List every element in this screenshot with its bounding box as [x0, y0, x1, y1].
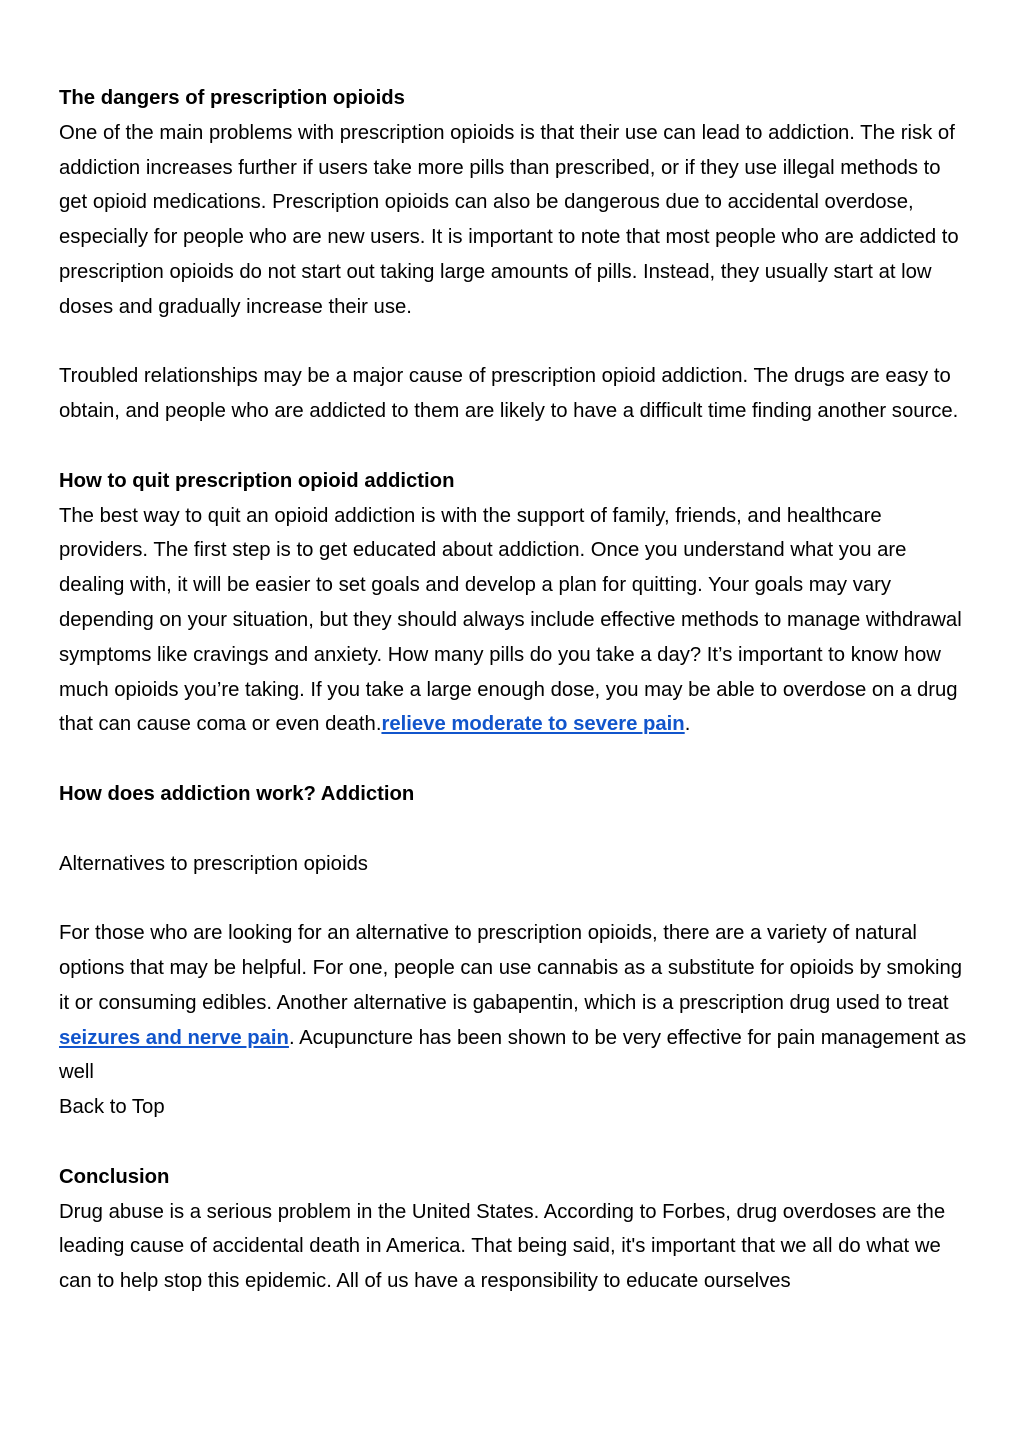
section-title-alternatives: Alternatives to prescription opioids [59, 852, 368, 875]
spacer [59, 429, 971, 464]
paragraph-dangers: One of the main problems with prescription opioids is that their use can lead to addiction. The risk of addiction increases further if users take more pills than prescribed, or if they use illegal methods to get opioid medications. Prescription opioids can also be dangerous due to accidental overdose, especially for people who are new users. It is important to note that most people who are addicted to prescription opioids do not start out taking large amounts of pills. Instead, they usually start at low doses and gradually increase their use. [59, 121, 959, 318]
back-to-top-text: Back to Top [59, 1096, 165, 1119]
paragraph-relationships: Troubled relationships may be a major cause of prescription opioid addiction. The drugs are easy to obtain, and people who are addicted to them are likely to have a difficult time finding another source. [59, 365, 959, 423]
section-heading-addiction-work: How does addiction work? Addiction [59, 782, 415, 805]
spacer [59, 812, 971, 847]
spacer [59, 1125, 971, 1160]
paragraph-quit [59, 499, 971, 743]
paragraph-alternatives-text-after: . Acupuncture has been shown to be very effective for pain management as well [59, 1026, 967, 1084]
paragraph-conclusion: Drug abuse is a serious problem in the United States. According to Forbes, drug overdoses are the leading cause of accidental death in America. That being said, it's important that we all do what we can to help stop this epidemic. All of us have a responsibility to educate ourselves [59, 1200, 946, 1293]
document-page [59, 81, 971, 1299]
paragraph-alternatives-text: For those who are looking for an alternative to prescription opioids, there are a variety of natural options that may be helpful. For one, people can use cannabis as a substitute for opioids by smoking it or consuming edibles. Another alternative is gabapentin, which is a prescription drug used to treat [59, 922, 963, 1014]
paragraph-alternatives [59, 916, 971, 1090]
section-heading-dangers: The dangers of prescription opioids [59, 87, 405, 109]
paragraph-quit-text: The best way to quit an opioid addiction is with the support of family, friends, and healthcare providers. The first step is to get educated about addiction. Once you understand what you are dealing with, it will be easier to set goals and develop a plan for quitting. Your goals may vary depending on your situation, but they should always include effective methods to manage withdrawal symptoms like cravings and anxiety. How many pills do you take a day? It’s important to know how much opioids you’re taking. If you take a large enough dose, you may be able to overdose on a drug that can cause coma or even death. [59, 504, 962, 736]
paragraph-quit-trailing: . [684, 713, 691, 736]
spacer [59, 742, 971, 777]
spacer [59, 325, 971, 360]
link-relieve-pain[interactable]: relieve moderate to severe pain [381, 713, 685, 736]
spacer [59, 881, 971, 916]
section-heading-quit: How to quit prescription opioid addiction [59, 469, 455, 492]
section-heading-conclusion: Conclusion [59, 1165, 170, 1188]
link-seizures-nerve-pain[interactable]: seizures and nerve pain [59, 1026, 289, 1049]
